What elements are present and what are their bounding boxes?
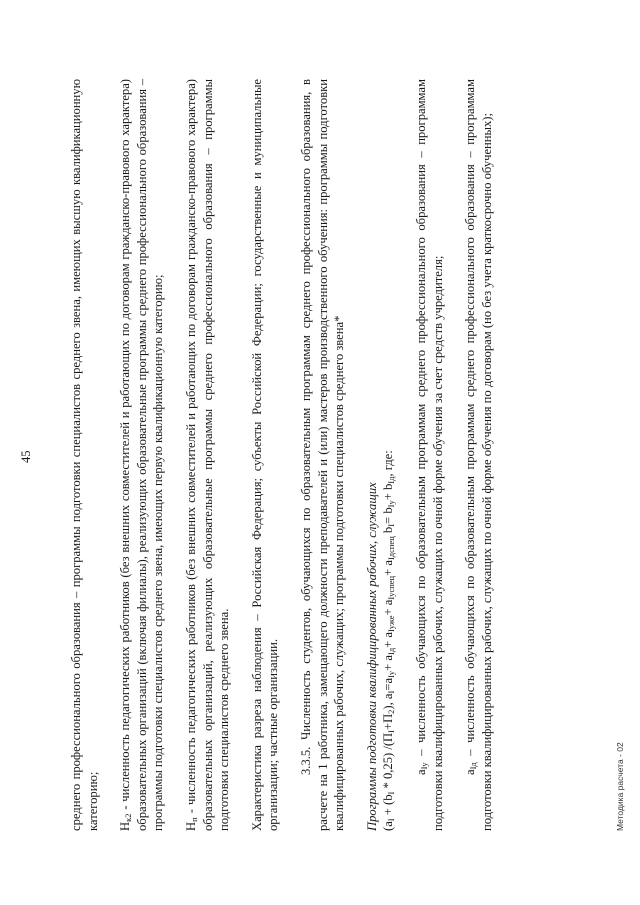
formula: ($a_I + (b_I * 0,25)$ $/(П_I+П_2)$, $a_I=a_{Iу}+ a_{Iд}+ a_{Iуже}+ a_{Iуспец}+ a_{Iдспец}$ $b_I= b_{Iу}+ b_{Iд}$, где:: [381, 450, 397, 831]
paragraph-8: [462, 79, 495, 831]
paragraph-text: – численность обучающихся по образовательным программам среднего профессионального образования – программам подготовки квалифицированных рабочих, служащих по очной форме обучения за счет средств учредителя;: [413, 79, 445, 831]
paragraph-1: среднего профессионального образования – программы подготовки специалистов среднего звена, имеющих высшую квалификационную категорию;: [69, 79, 100, 831]
variable-subscript: к2: [123, 813, 134, 822]
variable-name: a: [413, 769, 428, 775]
paragraph-text: - численность педагогических работников (без внешних совместителей и работающих по договорам гражданско-правового характера) образовательных организаций, реализующих образовательные программы среднего профессионального образования – программы подготовки специалистов среднего звена.: [183, 79, 232, 831]
variable-name: Н: [183, 821, 198, 831]
variable-name: a: [463, 769, 478, 775]
paragraph-5: 3.3.5. Численность студентов, обучающихся по образовательным программам среднего профессионального образования, в расчете на 1 работника, замещающего должности преподавателей и (или) мастеров производственного обучения: программы подготовки квалифицированных рабочих, служащих; программы подготовки специалистов среднего звена*: [298, 79, 347, 831]
paragraph-text: – численность обучающихся по образовательным программам среднего профессионального образования – программам подготовки квалифицированных рабочих, служащих по очной форме обучения по договорам (но без учета краткосрочно обученных);: [463, 79, 494, 831]
paragraph-2: [117, 79, 167, 831]
variable-name: Н: [118, 821, 133, 831]
paragraph-7: [413, 79, 446, 831]
paragraph-4: Характеристика разреза наблюдения – Российская Федерация; субъекты Российской Федерации; государственные и муниципальные организации; частные организации.: [249, 79, 281, 831]
variable-subscript: п: [188, 817, 199, 822]
paragraph-3: [183, 79, 233, 831]
paragraph-text: - численность педагогических работников (без внешних совместителей и работающих по договорам гражданско-правового характера) образовательных организаций (включая филиалы), реализующих образовательные программы среднего профессионального образования – программы подготовки специалистов среднего звена, имеющих первую квалификационную категорию;: [118, 79, 166, 831]
section-heading: Программы подготовки квалифицированных рабочих, служащих: [364, 482, 379, 831]
page-number: 45: [19, 450, 33, 463]
footer-label: Методика расчета - 02: [615, 742, 625, 831]
document-body: [68, 79, 495, 831]
variable-subscript: Iу: [418, 762, 429, 770]
variable-subscript: Iд: [468, 762, 479, 770]
